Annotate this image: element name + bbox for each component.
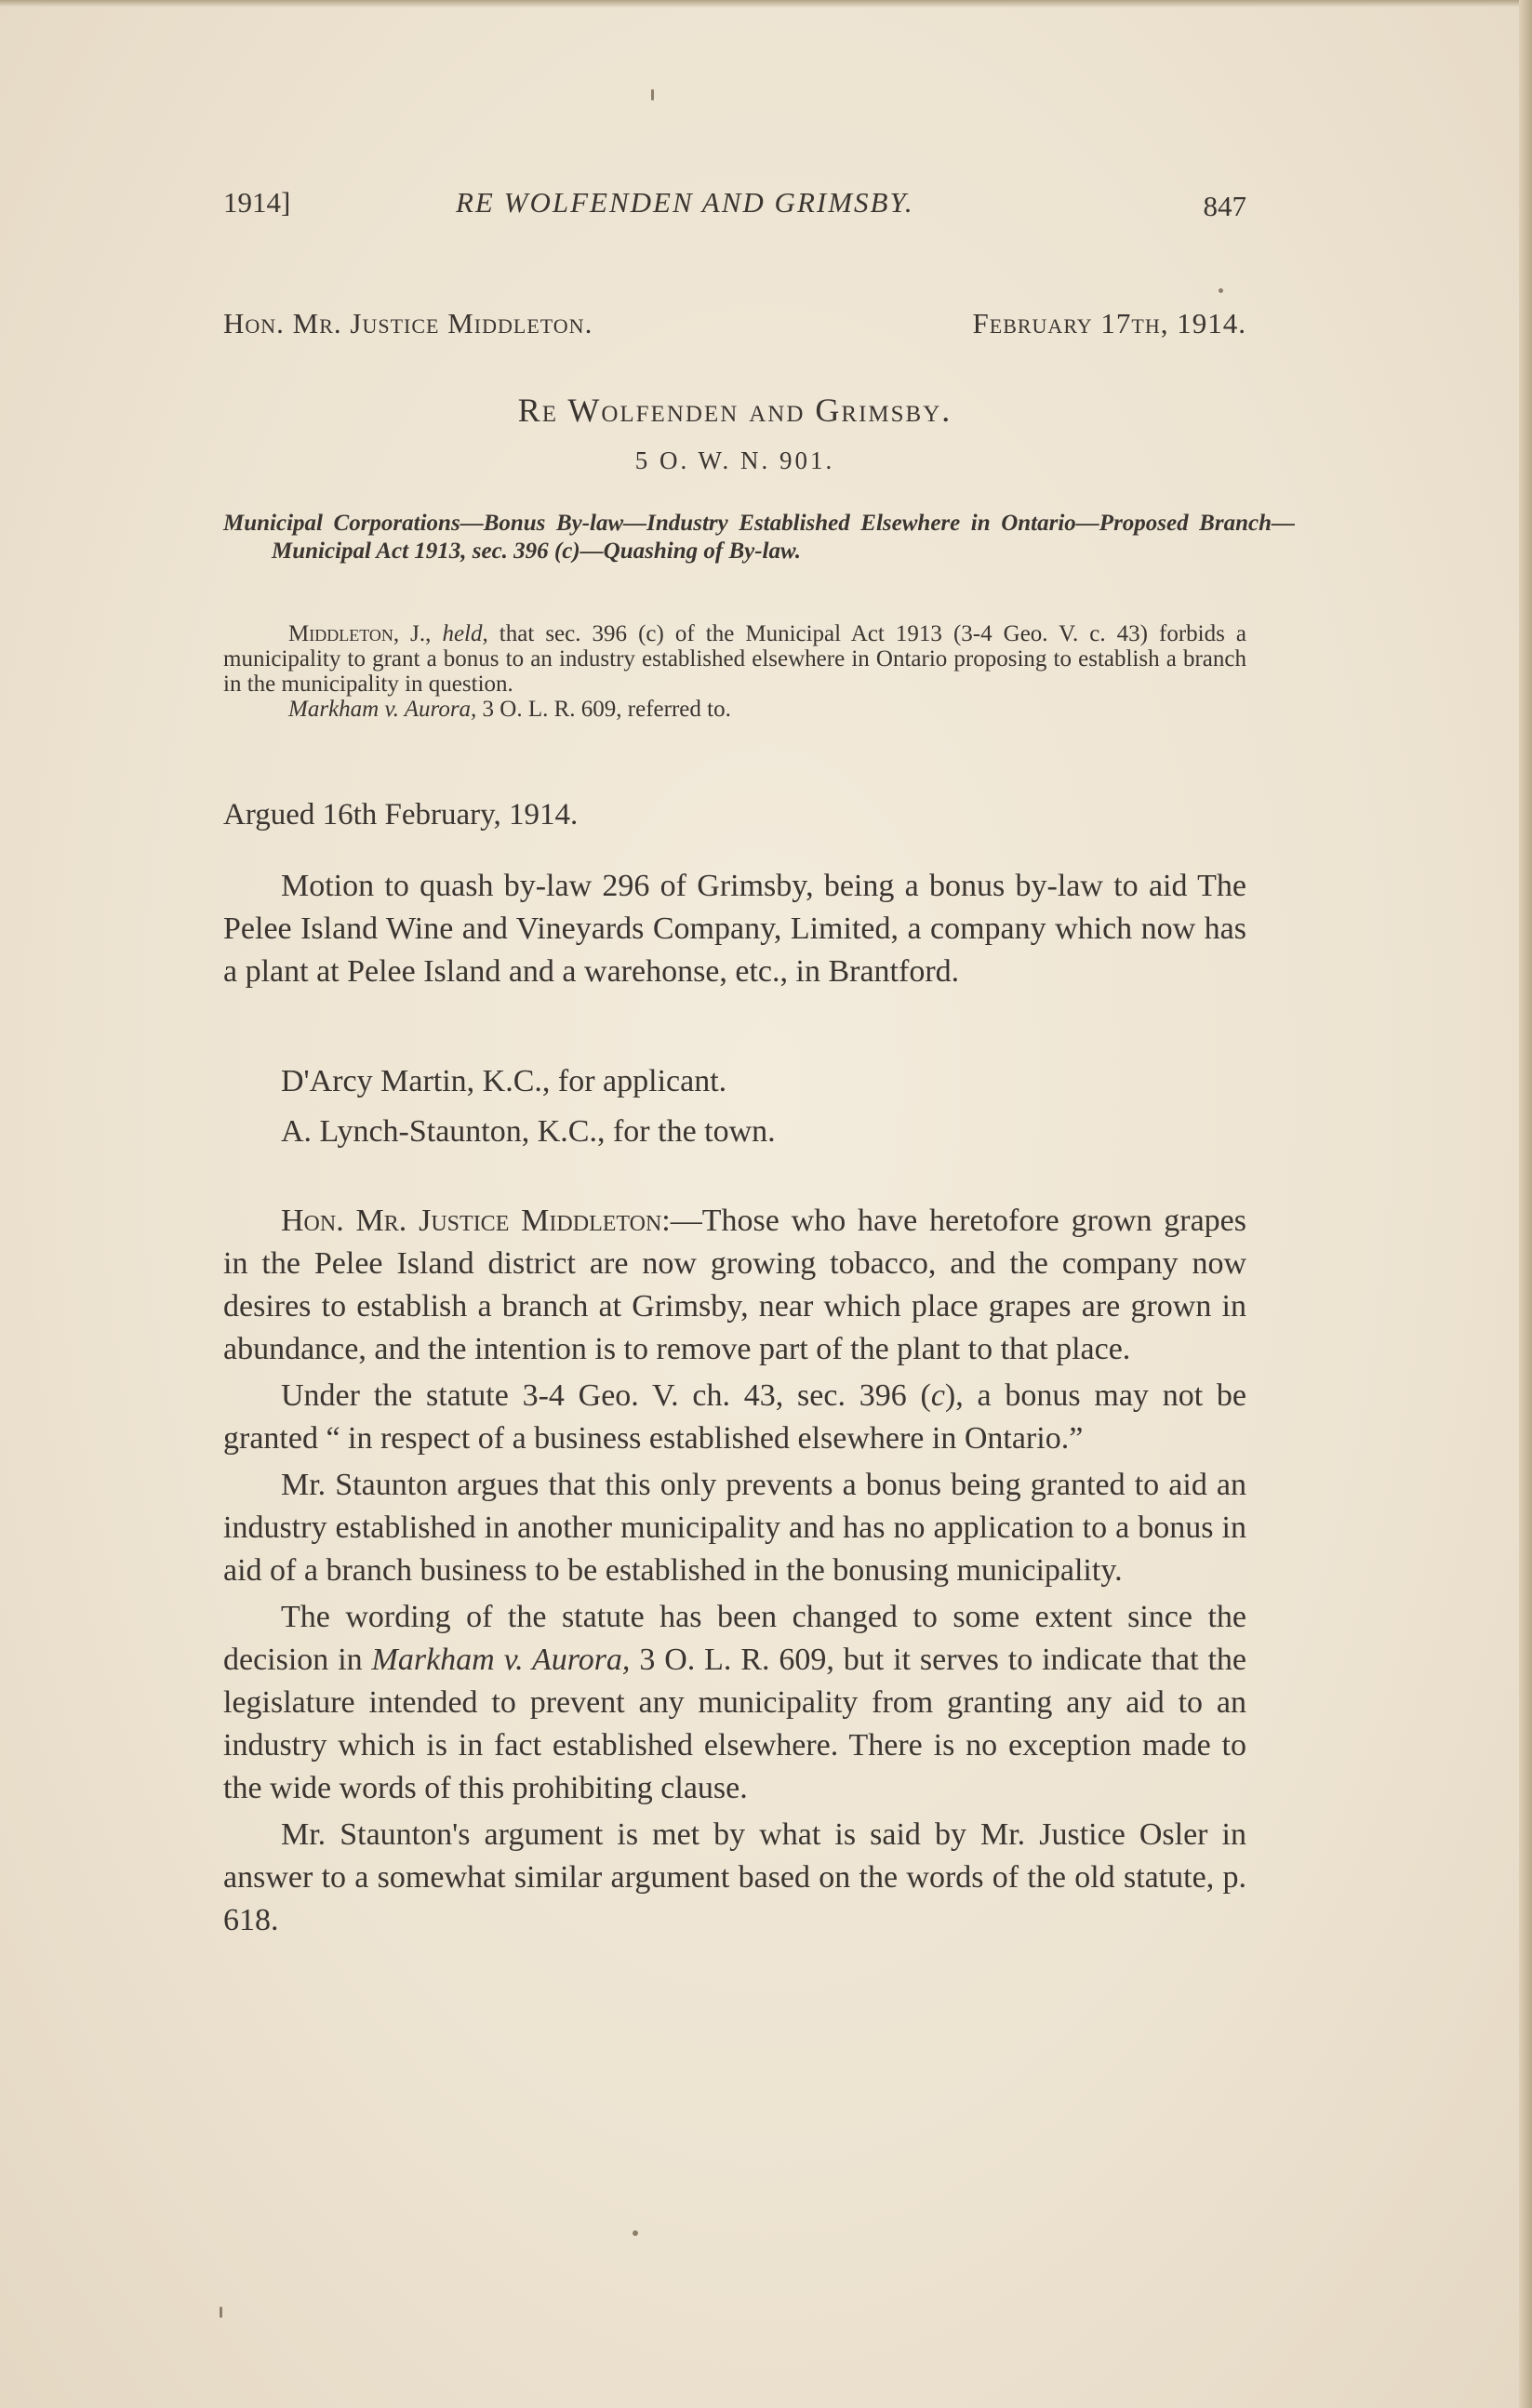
running-head-year: 1914] (223, 186, 291, 219)
headnote-text: that sec. 396 (c) of the Municipal Act 1913 (3-4 Geo. V. c. 43) forbids a municipality to grant a bonus to an industry established elsewhere in Ontario proposing to establish a branch in the municipality in question. (223, 621, 1246, 697)
motion-text: Motion to quash by-law 296 of Grimsby, being a bonus by-law to aid The Pelee Island Wine and Vineyards Company, Limited, a company which now has a plant at Pelee Island and a warehonse, etc., in Brantford. (223, 869, 1246, 989)
case-citation: 5 O. W. N. 901. (634, 446, 835, 474)
page-right-edge (1519, 0, 1532, 2408)
headnote-judge: Middleton, J., (288, 621, 432, 646)
judge-name: Hon. Mr. Justice Middleton. (223, 307, 593, 339)
judgment-paragraph-2 (223, 1375, 1246, 1460)
running-head-title: RE WOLFENDEN AND GRIMSBY. (456, 186, 914, 219)
headnote-paragraph (223, 621, 1246, 697)
reference-rest: 3 O. L. R. 609, referred to. (482, 697, 731, 722)
page-top-edge (0, 0, 1532, 7)
judgment-judge: Hon. Mr. Justice Middleton: (281, 1204, 671, 1238)
paper-speck (1219, 288, 1223, 293)
catchwords: Municipal Corporations—Bonus By-law—Industry Established Elsewhere in Ontario—Proposed Branch—Municipal Act 1913, sec. 396 (c)—Quashing of By-law. (223, 511, 1295, 564)
judgment-p4-b: 3 O. L. R. 609, but it serves to indicate that the legislature intended to prevent any municipality from granting any aid to an industry which is in fact established elsewhere. There is no exception made to the wide words of this prohibiting clause. (223, 1643, 1246, 1805)
running-head (223, 186, 1246, 233)
judgment-p2-a: Under the statute 3-4 Geo. V. ch. 43, sec. 396 ( (281, 1378, 931, 1413)
headnote (223, 621, 1246, 722)
paper-speck (651, 89, 654, 100)
paper-speck (220, 2307, 222, 2318)
judgment-paragraph-5: Mr. Staunton's argument is met by what is said by Mr. Justice Osler in answer to a somewhat similar argument based on the words of the old statute, p. 618. (223, 1817, 1246, 1937)
judgment-p2-b: ), a bonus may not be granted “ in respect of a business established elsewhere in Ontario.” (223, 1378, 1247, 1456)
paper-speck (633, 2230, 638, 2236)
page-number: 847 (1203, 190, 1246, 222)
judgment-paragraph-1 (223, 1200, 1246, 1371)
motion-paragraph (223, 865, 1246, 993)
judgment-paragraph-3: Mr. Staunton argues that this only prevents a bonus being granted to aid an industry established in another municipality and has no application to a bonus in aid of a branch business to be established in the bonusing municipality. (223, 1468, 1246, 1588)
argued-date: Argued 16th February, 1914. (223, 798, 579, 831)
judgment-p2-clause: c (930, 1378, 945, 1413)
headnote-reference (223, 697, 1246, 722)
judgment-p1-text: —Those who have heretofore grown grapes in the Pelee Island district are now growing tobacco, and the company now desires to establish a branch at Grimsby, near which place grapes are grown in abundance, and the intention is to remove part of the plant to that place. (223, 1204, 1247, 1366)
counsel-applicant: D'Arcy Martin, K.C., for applicant. (281, 1064, 727, 1098)
counsel-town: A. Lynch-Staunton, K.C., for the town. (281, 1114, 776, 1149)
decision-date: February 17th, 1914. (972, 307, 1246, 339)
judgment-paragraph-4 (223, 1596, 1246, 1810)
judgment-p4-case: Markham v. Aurora, (371, 1643, 631, 1677)
judge-line (223, 307, 1246, 348)
judgment (223, 1200, 1246, 1946)
case-title: Re Wolfenden and Grimsby. (517, 392, 953, 429)
reference-case: Markham v. Aurora, (288, 697, 477, 722)
counsel-list (223, 1060, 1246, 1161)
judgment-p4-a: The wording of the statute has been changed to some extent since the decision in (223, 1600, 1246, 1677)
headnote-held: held, (442, 621, 488, 646)
